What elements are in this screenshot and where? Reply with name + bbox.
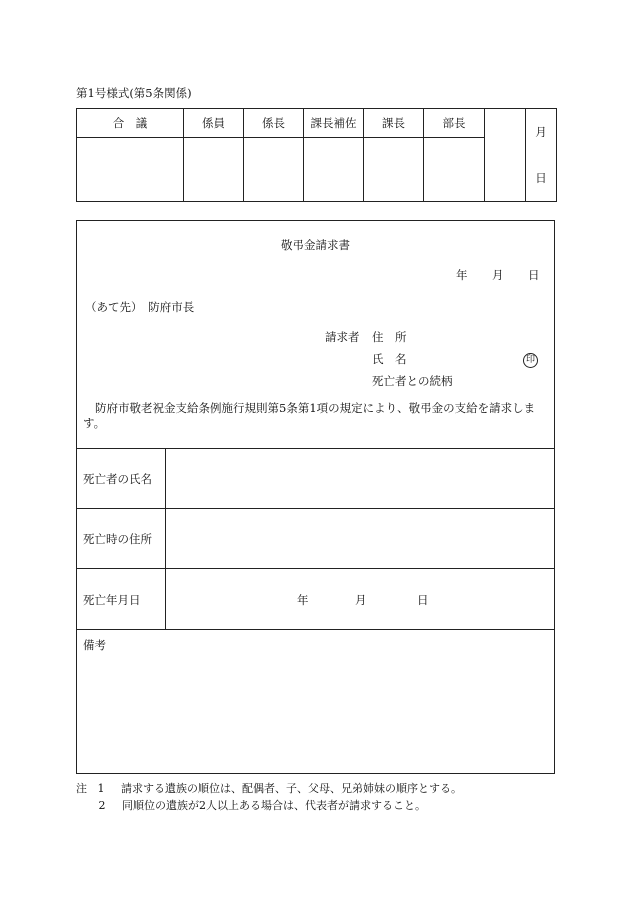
address-label: 住 所: [372, 330, 407, 344]
approval-header-staff: 係員: [184, 109, 244, 138]
deceased-name-label: 死亡者の氏名: [83, 472, 152, 486]
addressee: （あて先） 防府市長: [85, 300, 195, 314]
death-day-label: 日: [417, 593, 429, 607]
note-item: [76, 780, 462, 797]
approval-header-consultation: 合 議: [77, 109, 184, 138]
note-text: 同順位の遺族が2人以上ある場合は、代表者が請求すること。: [122, 799, 426, 812]
death-address-field[interactable]: [167, 509, 553, 567]
stamp-cell-assistant-manager[interactable]: [304, 138, 364, 202]
request-statement: 防府市敬老祝金支給条例施行規則第5条第1項の規定により、敬弔金の支給を請求します。: [83, 401, 536, 430]
approval-blank-cell: [485, 109, 526, 202]
note-number: 2: [98, 799, 106, 812]
stamp-cell-chief[interactable]: [244, 138, 304, 202]
approval-header-manager: 課長: [364, 109, 424, 138]
notes-prefix: 注: [76, 782, 87, 795]
approval-day-label: 日: [535, 171, 547, 185]
form-number-title: 第1号様式(第5条関係): [76, 86, 192, 100]
remarks-field[interactable]: [117, 631, 553, 771]
relation-label: 死亡者との続柄: [372, 374, 453, 388]
death-month-label: 月: [355, 593, 367, 607]
approval-table: [76, 108, 557, 202]
applicant-label: 請求者: [325, 330, 360, 344]
deceased-name-field[interactable]: [167, 449, 553, 507]
death-date-label: 死亡年月日: [83, 593, 141, 607]
death-address-label: 死亡時の住所: [83, 532, 152, 546]
note-item: [76, 797, 462, 814]
note-text: 請求する遺族の順位は、配偶者、子、父母、兄弟姉妹の順序とする。: [121, 782, 462, 795]
date-year-label: 年: [456, 268, 468, 282]
approval-header-assistant-manager: 課長補佐: [304, 109, 364, 138]
stamp-cell-manager[interactable]: [364, 138, 424, 202]
approval-header-director: 部長: [424, 109, 485, 138]
stamp-cell-consultation[interactable]: [77, 138, 184, 202]
remarks-label: 備考: [83, 638, 106, 652]
claim-form: [76, 220, 555, 774]
stamp-cell-director[interactable]: [424, 138, 485, 202]
form-heading: 敬弔金請求書: [281, 238, 350, 252]
approval-header-chief: 係長: [244, 109, 304, 138]
approval-date-cell: [526, 109, 557, 202]
notes: [76, 780, 462, 814]
stamp-cell-staff[interactable]: [184, 138, 244, 202]
note-number: 1: [97, 782, 105, 795]
seal-icon: 印: [523, 351, 538, 368]
name-label: 氏 名: [372, 352, 407, 366]
date-day-label: 日: [528, 268, 540, 282]
approval-month-label: 月: [535, 125, 547, 139]
death-year-label: 年: [297, 593, 309, 607]
date-month-label: 月: [492, 268, 504, 282]
